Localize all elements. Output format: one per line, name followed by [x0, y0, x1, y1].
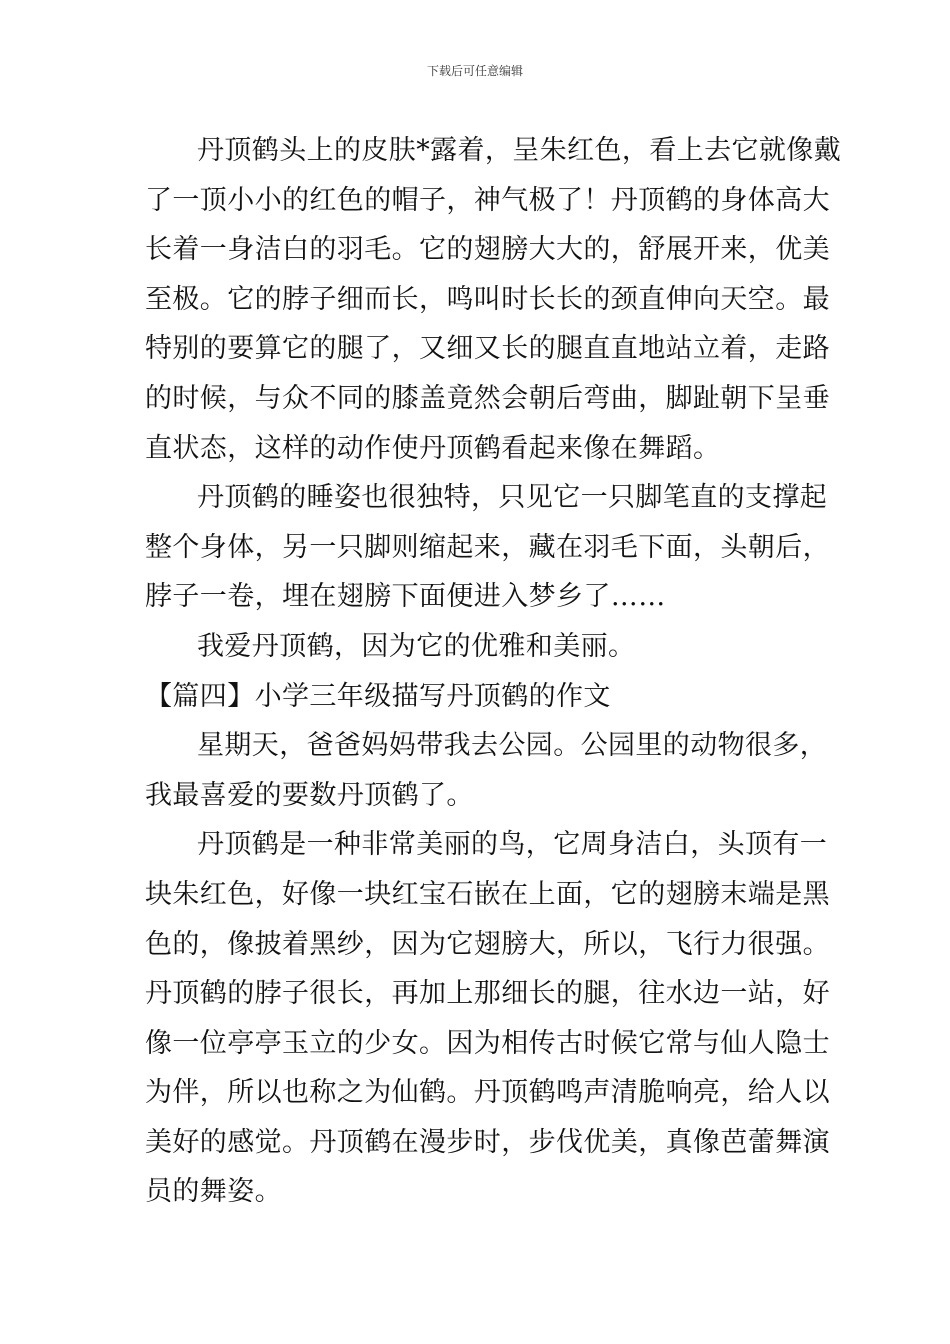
text-line: 丹顶鹤头上的皮肤*露着，呈朱红色，看上去它就像戴 [197, 135, 842, 166]
section-heading: 【篇四】小学三年级描写丹顶鹤的作文 [145, 680, 611, 712]
text-line: 星期天，爸爸妈妈带我去公园。公园里的动物很多， [197, 730, 828, 762]
text-line: 的时候，与众不同的膝盖竟然会朝后弯曲，脚趾朝下呈垂 [145, 382, 830, 414]
text-line: 我爱丹顶鹤，因为它的优雅和美丽。 [197, 630, 636, 662]
text-line: 丹顶鹤的睡姿也很独特，只见它一只脚笔直的支撑起 [197, 482, 828, 514]
page-header: 下载后可任意编辑 [426, 64, 523, 78]
text-line: 丹顶鹤是一种非常美丽的鸟，它周身洁白，头顶有一 [197, 829, 828, 861]
text-line: 整个身体，另一只脚则缩起来，藏在羽毛下面，头朝后， [145, 531, 830, 563]
text-line: 至极。它的脖子细而长，鸣叫时长长的颈直伸向天空。最 [145, 283, 830, 315]
text-line: 特别的要算它的腿了，又细又长的腿直直地站立着，走路 [145, 333, 830, 365]
text-line: 脖子一卷，埋在翅膀下面便进入梦乡了…… [145, 581, 666, 613]
text-line: 丹顶鹤的脖子很长，再加上那细长的腿，往水边一站，好 [145, 978, 830, 1010]
text-line: 像一位亭亭玉立的少女。因为相传古时候它常与仙人隐士 [145, 1027, 830, 1059]
text-line: 为伴，所以也称之为仙鹤。丹顶鹤鸣声清脆响亮，给人以 [145, 1077, 830, 1109]
text-line: 了一顶小小的红色的帽子，神气极了！丹顶鹤的身体高大 [145, 184, 830, 216]
text-line: 长着一身洁白的羽毛。它的翅膀大大的，舒展开来，优美 [145, 234, 830, 266]
text-line: 块朱红色，好像一块红宝石嵌在上面，它的翅膀末端是黑 [145, 878, 830, 910]
document-body [145, 126, 842, 1217]
text-line: 美好的感觉。丹顶鹤在漫步时，步伐优美，真像芭蕾舞演 [145, 1126, 830, 1158]
text-line: 直状态，这样的动作使丹顶鹤看起来像在舞蹈。 [145, 432, 721, 464]
text-line: 我最喜爱的要数丹顶鹤了。 [145, 779, 474, 811]
text-line: 色的，像披着黑纱，因为它翅膀大，所以，飞行力很强。 [145, 928, 830, 960]
text-line: 员的舞姿。 [145, 1176, 282, 1208]
